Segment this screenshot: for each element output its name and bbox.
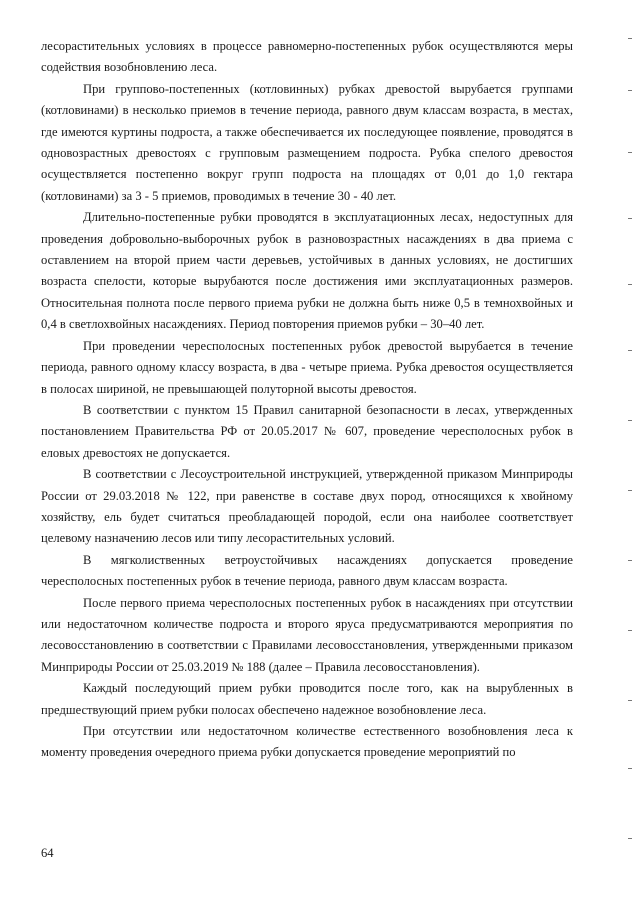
margin-mark: [628, 560, 632, 561]
scan-margin-marks: [620, 0, 640, 905]
margin-mark: [628, 284, 632, 285]
margin-mark: [628, 152, 632, 153]
margin-mark: [628, 630, 632, 631]
margin-mark: [628, 90, 632, 91]
paragraph: После первого приема чересполосных постепенных рубок в насаждениях при отсутствии или недостаточном количестве подроста и второго яруса предусматриваются мероприятия по лесовосстановлению в соответствии с Правилами лесовосстановления, утвержденными приказом Минприроды России от 25.03.2019 № 188 (далее – Правила лесовосстановления).: [41, 595, 573, 674]
paragraph: В мягколиственных ветроустойчивых насаждениях допускается проведение чересполосных постепенных рубок в течение периода, равного двум классам возраста.: [41, 552, 573, 589]
margin-mark: [628, 218, 632, 219]
paragraph: В соответствии с Лесоустроительной инструкцией, утвержденной приказом Минприроды России от 29.03.2018 № 122, при равенстве в составе двух пород, относящихся к хвойному хозяйству, ель будет считаться преобладающей породой, если она наиболее соответствует целевому назначению лесов или типу лесорастительных условий.: [41, 467, 573, 546]
paragraph: лесорастительных условиях в процессе равномерно-постепенных рубок осуществляются меры содействия возобновлению леса.: [41, 39, 573, 75]
paragraph: При проведении чересполосных постепенных рубок древостой вырубается в течение периода, равного одному классу возраста, в два - четыре приема. Рубка древостоя осуществляется в полосах шириной, не превышающей полуторной высоты древостоя.: [41, 338, 573, 396]
paragraph: Длительно-постепенные рубки проводятся в эксплуатационных лесах, недоступных для проведения добровольно-выборочных рубок в разновозрастных насаждениях в два приема с оставлением на второй прием части деревьев, устойчивых в данных условиях, не достигших возраста спелости, которые вырубаются после достижения ими эксплуатационных размеров. Относительная полнота после первого приема рубки не должна быть ниже 0,5 в темнохвойных и 0,4 в светлохвойных насаждениях. Период повторения приемов рубки – 30–40 лет.: [41, 210, 573, 332]
margin-mark: [628, 700, 632, 701]
paragraph: При отсутствии или недостаточном количестве естественного возобновления леса к моменту проведения очередного приема рубки допускается проведение мероприятий по: [41, 724, 573, 760]
margin-mark: [628, 490, 632, 491]
margin-mark: [628, 838, 632, 839]
paragraph: Каждый последующий прием рубки проводится после того, как на вырубленных в предшествующий прием рубки полосах обеспечено надежное возобновление леса.: [41, 681, 573, 717]
margin-mark: [628, 420, 632, 421]
body-text: [41, 36, 573, 764]
paragraph: При группово-постепенных (котловинных) рубках древостой вырубается группами (котловинами) в несколько приемов в течение периода, равного двум классам возраста, в местах, где имеются куртины подроста, а также обеспечивается их последующее появление, проводятся в одновозрастных древостоях с групповым размещением подроста. Рубка спелого древостоя осуществляется постепенно вокруг групп подроста на площадях от 0,01 до 1,0 гектара (котловинами) за 3 - 5 приемов, проводимых в течение 30 - 40 лет.: [41, 81, 573, 203]
page-number: 64: [41, 846, 54, 860]
paragraph: В соответствии с пунктом 15 Правил санитарной безопасности в лесах, утвержденных постановлением Правительства РФ от 20.05.2017 № 607, проведение чересполосных рубок в еловых древостоях не допускается.: [41, 402, 573, 460]
margin-mark: [628, 768, 632, 769]
margin-mark: [628, 38, 632, 39]
margin-mark: [628, 350, 632, 351]
